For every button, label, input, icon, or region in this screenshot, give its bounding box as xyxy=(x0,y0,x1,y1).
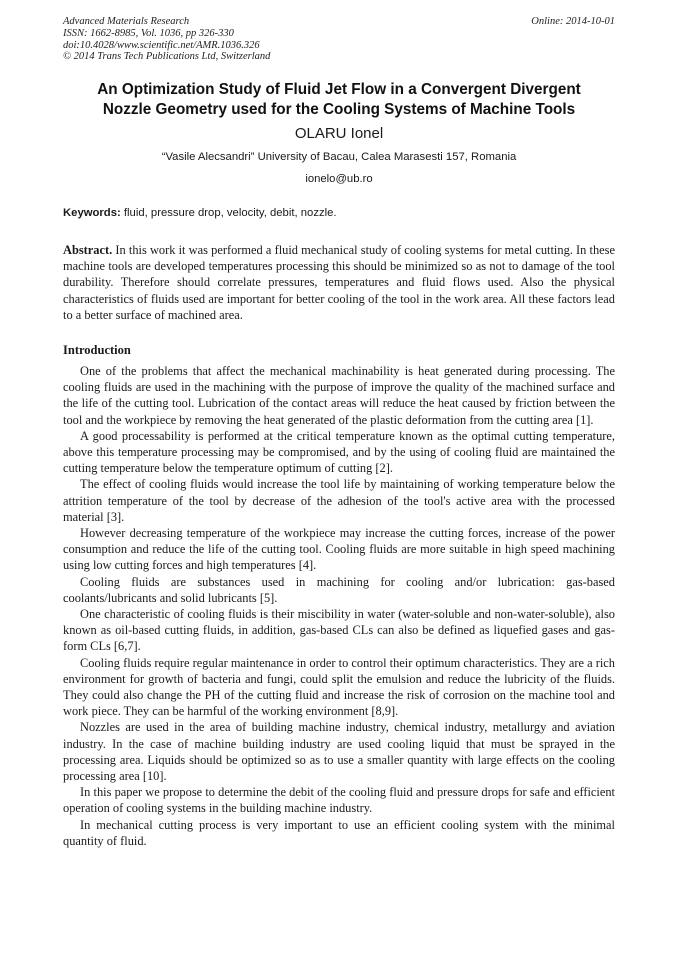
intro-paragraph-4: However decreasing temperature of the workpiece may increase the cutting forces, increase of the power consumption and reduce the life of the cutting tool. Cooling fluids are more suitable in high speed machining using low cutting forces and high temperatures [4]. xyxy=(63,526,615,573)
abstract-paragraph xyxy=(63,242,615,323)
keywords-text: fluid, pressure drop, velocity, debit, nozzle. xyxy=(120,207,337,219)
keywords-label: Keywords: xyxy=(63,207,121,219)
issn-line: ISSN: 1662-8985, Vol. 1036, pp 326-330 xyxy=(63,27,234,39)
intro-paragraph-3: The effect of cooling fluids would increase the tool life by maintaining of working temperature below the attrition temperature of the tool by decrease of the adhesion of the tool's active area with the processed material [3]. xyxy=(63,477,615,524)
copyright-line: © 2014 Trans Tech Publications Ltd, Switzerland xyxy=(63,51,271,63)
abstract-label: Abstract. xyxy=(63,243,113,257)
doi-line: doi:10.4028/www.scientific.net/AMR.1036.326 xyxy=(63,39,260,51)
intro-paragraph-5: Cooling fluids are substances used in machining for cooling and/or lubrication: gas-based coolants/lubricants and solid lubricants [5]. xyxy=(63,574,615,605)
journal-name: Advanced Materials Research xyxy=(63,16,190,27)
author-name: OLARU Ionel xyxy=(294,125,384,142)
journal-header xyxy=(63,16,615,63)
title-line-1: An Optimization Study of Fluid Jet Flow in a Convergent Divergent xyxy=(97,81,581,98)
author-affiliation: “Vasile Alecsandri” University of Bacau, Calea Marasesti 157, Romania xyxy=(161,151,517,163)
title-line-2: Nozzle Geometry used for the Cooling Systems of Machine Tools xyxy=(102,100,576,118)
intro-paragraph-10: In mechanical cutting process is very important to use an efficient cooling system with the minimal quantity of fluid. xyxy=(63,817,615,848)
paper-title xyxy=(63,80,615,119)
abstract-text: In this work it was performed a fluid mechanical study of cooling systems for metal cutting. In these machine tools are developed temperatures processing this should be minimized so as not to damage of the tool durability. Therefore should correlate pressures, temperatures and fluid flows used. Also the physical characteristics of fluids used are important for better cooling of the tool in the work area. All these factors lead to a better surface of machined area. xyxy=(63,243,615,322)
intro-paragraph-9: In this paper we propose to determine the debit of the cooling fluid and pressure drops for safe and efficient operation of cooling systems in the building machine industry. xyxy=(63,785,615,816)
introduction-body xyxy=(63,363,615,849)
intro-paragraph-1: One of the problems that affect the mechanical machinability is heat generated during processing. The cooling fluids are used in the machining with the purpose of improve the quality of the machined surface and the life of the cutting tool. Lubrication of the contact areas will reduce the heat caused by friction between the tool and the workpiece by removing the heat generated of the plastic deformation from the cutting area [1]. xyxy=(63,364,615,427)
intro-paragraph-6: One characteristic of cooling fluids is their miscibility in water (water-soluble and non-water-soluble), also known as oil-based cutting fluids, in addition, gas-based CLs can also be defined as liquefied gases and gas-form CLs [6,7]. xyxy=(63,607,615,654)
keywords-line xyxy=(63,206,615,220)
introduction-heading: Introduction xyxy=(63,343,131,357)
author-email: ionelo@ub.ro xyxy=(305,173,373,185)
intro-paragraph-8: Nozzles are used in the area of building machine industry, chemical industry, metallurgy and aviation industry. In the case of machine building industry are used cooling liquid that must be sprayed in the processing area. Liquids should be optimized so as to use a smaller quantity with large effects on the cooling processing area [10]. xyxy=(63,720,615,784)
intro-paragraph-7: Cooling fluids require regular maintenance in order to control their optimum characteristics. They are a rich environment for growth of bacteria and fungi, could split the emulsion and reduce the lubricity of the fluids. They could also change the PH of the cutting fluid and increase the risk of corrosion on the machine tool and work piece. They can be harmful of the working environment [8,9]. xyxy=(63,655,615,719)
online-date: Online: 2014-10-01 xyxy=(531,16,615,27)
intro-paragraph-2: A good processability is performed at the critical temperature known as the optimal cutting temperature, above this temperature processing may be compromised, and by the using of cooling fluid are maintained the cutting temperature below the temperature optimum of cutting [2]. xyxy=(63,428,615,476)
